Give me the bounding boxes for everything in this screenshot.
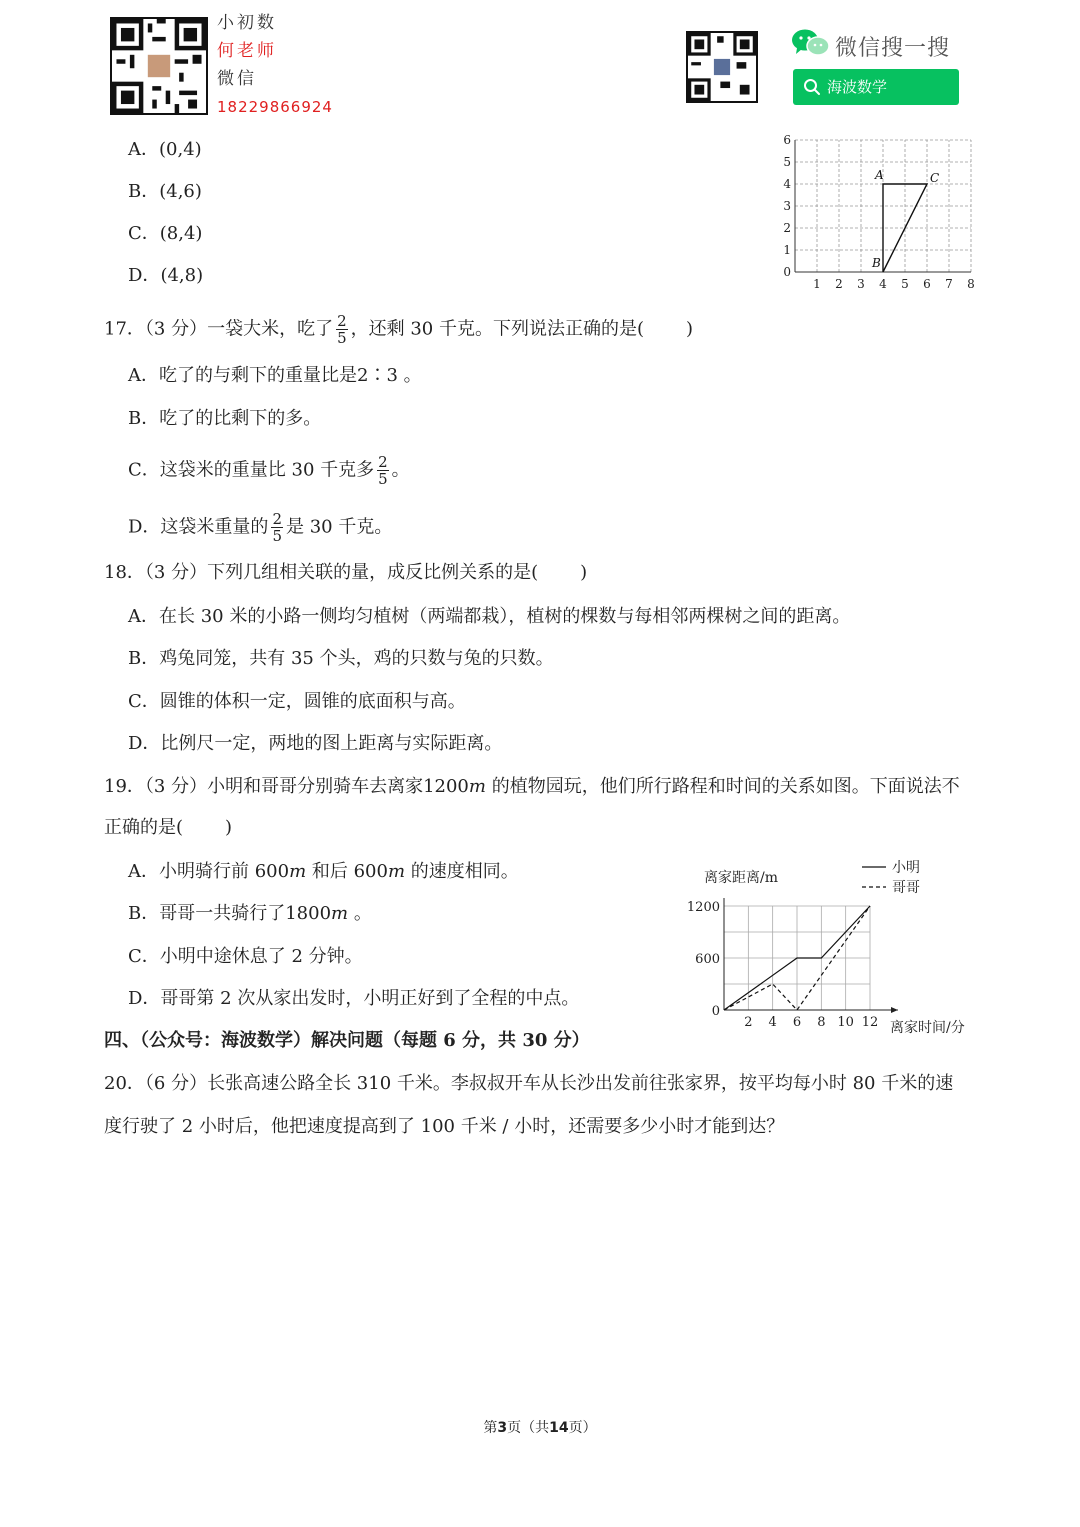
q18-stem-close: ) [580, 562, 588, 583]
point-label-b: B [872, 256, 881, 270]
x-axis-arrow [891, 1007, 898, 1013]
q20-stem-line1: 20．（6 分）长张高速公路全长 310 千米。李叔叔开车从长沙出发前往张家界，按平均每小时 80 千米的速 [104, 1073, 954, 1094]
y-tick-label: 0 [783, 265, 791, 279]
q19-option-a-m1: m [289, 861, 307, 882]
x-tick-label: 10 [837, 1015, 854, 1030]
q16-option-c-letter: C． [128, 223, 160, 244]
q17-option-d-text: D．这袋米重量的 [128, 516, 269, 538]
q19-option-a-p3: 的速度相同。 [405, 861, 519, 882]
q19-option-a-p2: 和后 600 [306, 861, 388, 882]
q17-option-c-fraction-den: 5 [378, 470, 388, 488]
q17-option-d-fraction-num: 2 [272, 510, 282, 528]
footer-total-pages: 14 [549, 1420, 569, 1436]
q19-option-c[interactable]: C．小明中途休息了 2 分钟。 [128, 946, 363, 967]
x-tick-label: 2 [744, 1015, 753, 1030]
x-tick-label: 5 [901, 277, 909, 291]
q16-option-d-text: (4,8) [160, 265, 204, 286]
footer-post: 页） [568, 1420, 597, 1436]
q16-option-b-letter: B． [128, 181, 160, 202]
x-tick-label: 2 [835, 277, 843, 291]
q17-option-d[interactable] [128, 511, 392, 544]
q19-option-b-p1: B．哥哥一共骑行了1800 [128, 903, 332, 924]
q18-option-a[interactable]: A．在长 30 米的小路一侧均匀植树（两端都栽），植树的棵数与每相邻两棵树之间的距离。 [128, 606, 851, 627]
footer-page-number: 3 [497, 1420, 508, 1436]
wechat-icon [791, 28, 831, 58]
q19-option-d[interactable]: D．哥哥第 2 次从家出发时，小明正好到了全程的中点。 [128, 988, 580, 1009]
y-tick-label: 2 [783, 221, 791, 235]
y-tick-label: 600 [695, 952, 720, 967]
q17-stem [104, 313, 693, 346]
search-icon [803, 78, 821, 96]
q16-option-c-text: (8,4) [159, 223, 203, 244]
q17-option-c-fraction-num: 2 [378, 453, 388, 471]
q17-option-c-text: C．这袋米的重量比 30 千克多 [128, 459, 375, 481]
q16-option-b[interactable] [128, 181, 202, 203]
page-footer [0, 1417, 1080, 1437]
x-tick-label: 8 [967, 277, 975, 291]
x-tick-label: 12 [861, 1015, 879, 1030]
x-tick-label: 4 [768, 1015, 777, 1030]
q19-stem-line2-text: 正确的是( [104, 817, 184, 838]
q17-fraction-den: 5 [337, 329, 347, 347]
header-note-line3: 微信 [217, 69, 257, 89]
q19-stem-unit: m [468, 776, 486, 797]
footer-mid: 页（共 [507, 1420, 550, 1436]
q16-option-d-letter: D． [128, 265, 161, 286]
q17-option-d-fraction [271, 511, 283, 544]
x-tick-label: 6 [923, 277, 931, 291]
header-note-line2: 何老师 [217, 41, 277, 61]
q17-option-d-end: 是 30 千克。 [285, 516, 393, 538]
x-tick-label: 3 [857, 277, 865, 291]
footer-pre: 第 [483, 1420, 498, 1436]
q16-option-a[interactable] [128, 139, 202, 161]
y-tick-label: 6 [783, 133, 791, 147]
q18-option-d[interactable]: D．比例尺一定，两地的图上距离与实际距离。 [128, 733, 503, 754]
wechat-search-title: 微信搜一搜 [835, 36, 951, 61]
q17-fraction-num: 2 [337, 312, 347, 330]
q19-stem-line2 [104, 817, 232, 839]
qr-code-left [110, 17, 208, 115]
q17-fraction [336, 313, 348, 346]
q16-option-c[interactable] [128, 223, 202, 245]
wechat-search-button-label: 海波数学 [827, 78, 888, 96]
q19-option-a-p1: A．小明骑行前 600 [128, 861, 290, 882]
q17-option-c-fraction [377, 454, 389, 487]
q18-stem [104, 562, 587, 584]
qr-code-right [686, 31, 758, 103]
legend-label: 哥哥 [892, 880, 920, 896]
q18-stem-text: 18．（3 分）下列几组相关联的量，成反比例关系的是( [104, 562, 539, 583]
q17-option-c-end: 。 [391, 459, 410, 481]
q19-stem-line1 [104, 776, 960, 798]
point-label-c: C [930, 171, 940, 185]
q19-option-b-p2: 。 [348, 903, 372, 924]
x-tick-label: 4 [879, 277, 887, 291]
header-phone: 18229866924 [217, 98, 333, 116]
legend-label: 小明 [892, 860, 920, 876]
q16-option-a-letter: A． [128, 139, 159, 160]
y-tick-label: 3 [783, 199, 791, 213]
q19-option-b-m: m [331, 903, 349, 924]
y-tick-label: 0 [711, 1004, 720, 1019]
header-note-line1: 小初数 [217, 13, 277, 33]
q19-stem-part2: 的植物园玩，他们所行路程和时间的关系如图。下面说法不 [485, 776, 960, 797]
q19-stem-close: ) [225, 817, 233, 838]
q19-option-b[interactable] [128, 903, 372, 925]
q19-stem-part1: 19．（3 分）小明和哥哥分别骑车去离家1200 [104, 776, 469, 797]
q17-option-a[interactable]: A．吃了的与剩下的重量比是2∶3 。 [128, 365, 422, 386]
y-tick-label: 5 [783, 155, 791, 169]
x-axis-label: 离家时间/分 [890, 1020, 965, 1036]
q17-option-d-fraction-den: 5 [272, 527, 282, 545]
q17-stem-close: ) [686, 318, 694, 340]
q17-option-b[interactable]: B．吃了的比剩下的多。 [128, 408, 322, 429]
q16-option-b-text: (4,6) [159, 181, 202, 202]
y-tick-label: 4 [783, 177, 791, 191]
wechat-search-button[interactable] [793, 69, 959, 105]
q16-grid-figure [775, 132, 985, 294]
qr-code-pattern [112, 19, 206, 113]
qr-code-pattern-right [688, 33, 756, 101]
y-axis-label: 离家距离/m [704, 870, 778, 886]
q16-option-d[interactable] [128, 265, 203, 287]
q19-option-a[interactable] [128, 861, 519, 883]
q18-option-c[interactable]: C．圆锥的体积一定，圆锥的底面积与高。 [128, 691, 466, 712]
q19-option-a-m2: m [387, 861, 406, 882]
section-4-title: 四、（公众号：海波数学）解决问题（每题 6 分，共 30 分） [104, 1030, 590, 1051]
x-tick-label: 8 [817, 1015, 826, 1030]
x-tick-label: 7 [945, 277, 953, 291]
q17-option-c[interactable] [128, 454, 410, 487]
x-tick-label: 1 [813, 277, 821, 291]
x-tick-label: 6 [792, 1015, 802, 1030]
y-tick-label: 1 [783, 243, 791, 257]
q19-distance-time-chart [680, 852, 980, 1042]
y-tick-label: 1200 [686, 900, 720, 915]
q16-option-a-text: (0,4) [159, 139, 202, 160]
point-label-a: A [875, 168, 884, 182]
q17-stem-part1: 17．（3 分）一袋大米，吃了 [104, 318, 334, 340]
q20-stem-line2: 度行驶了 2 小时后，他把速度提高到了 100 千米 / 小时，还需要多少小时才能到达？ [104, 1116, 785, 1137]
q18-option-b[interactable]: B．鸡兔同笼，共有 35 个头，鸡的只数与兔的只数。 [128, 648, 554, 669]
q17-stem-part2: ，还剩 30 千克。下列说法正确的是( [350, 318, 644, 340]
